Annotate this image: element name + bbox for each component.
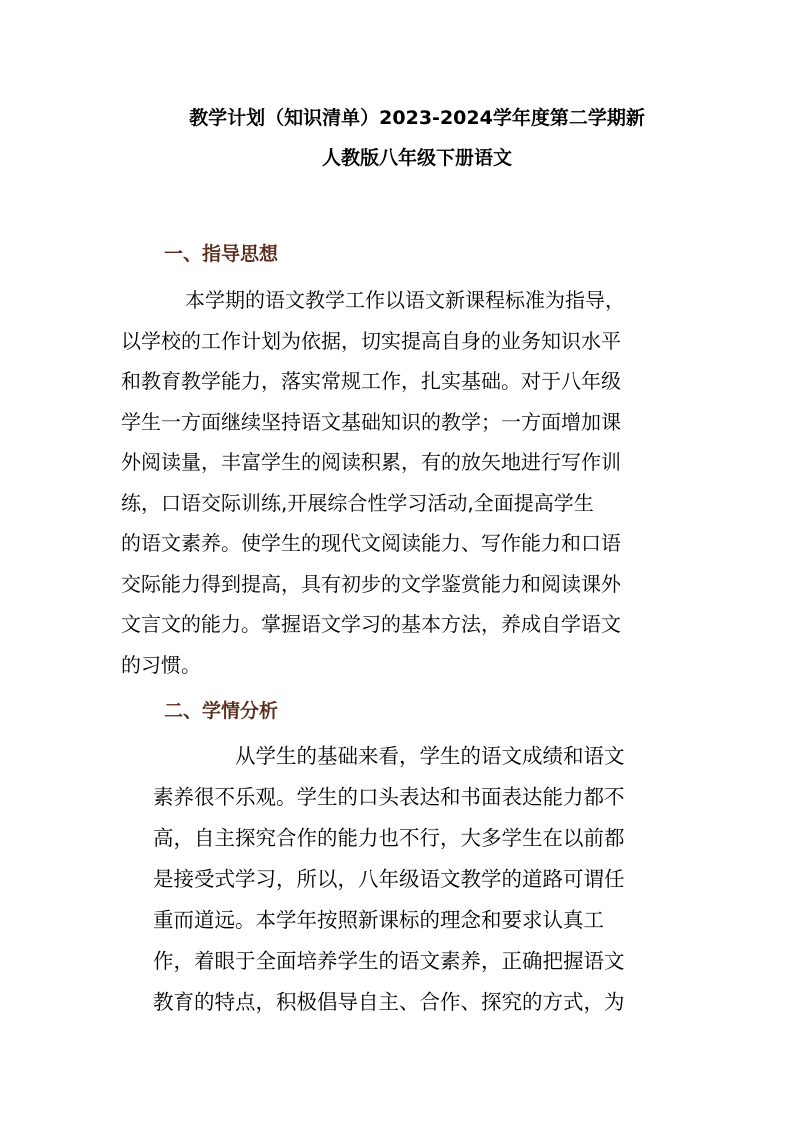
paragraph-line: 外阅读量，丰富学生的阅读积累，有的放矢地进行写作训 [121,450,621,474]
paragraph-line: 是接受式学习，所以，八年级语文教学的道路可谓任 [153,867,625,891]
paragraph-line: 素养很不乐观。学生的口头表达和书面表达能力都不 [153,785,625,809]
paragraph-line: 和教育教学能力，落实常规工作，扎实基础。对于八年级 [121,369,621,393]
document-title-line-2: 人教版八年级下册语文 [321,147,512,169]
paragraph-line: 作，着眼于全面培养学生的语文素养，正确把握语文 [153,949,625,973]
paragraph-line: 重而道远。本学年按照新课标的理念和要求认真工 [153,908,604,932]
paragraph-line: 本学期的语文教学工作以语文新课程标准为指导， [185,288,625,312]
section-2-paragraph [153,736,625,1023]
paragraph-line: 学生一方面继续坚持语文基础知识的教学；一方面增加课 [121,409,621,434]
paragraph-line: 以学校的工作计划为依据，切实提高自身的业务知识水平 [121,328,621,353]
section-heading-student-analysis: 二、学情分析 [164,700,279,722]
section-1-paragraph [121,280,625,685]
paragraph-line: 文言文的能力。掌握语文学习的基本方法，养成自学语文 [121,612,621,636]
section-heading-guiding-ideology: 一、指导思想 [164,243,279,265]
paragraph-line: 教育的特点，积极倡导自主、合作、探究的方式，为 [153,990,625,1014]
paragraph-line: 的习惯。 [121,652,201,677]
paragraph-line: 从学生的基础来看，学生的语文成绩和语文 [235,744,625,768]
paragraph-line: 的语文素养。使学生的现代文阅读能力、写作能力和口语 [121,531,621,555]
paragraph-line: 交际能力得到提高，具有初步的文学鉴赏能力和阅读课外 [121,571,621,596]
paragraph-line: 练，口语交际训练,开展综合性学习活动,全面提高学生 [121,490,594,515]
document-title-line-1: 教学计划（知识清单）2023-2024学年度第二学期新 [189,107,645,129]
paragraph-line: 高，自主探究合作的能力也不行，大多学生在以前都 [153,826,625,850]
